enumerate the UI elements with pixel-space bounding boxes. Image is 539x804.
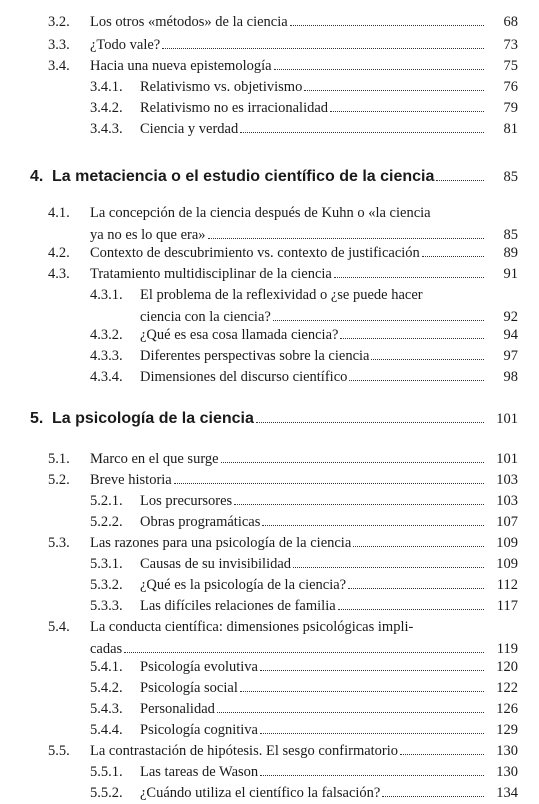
toc-entry [90,284,518,328]
dot-leader [304,90,484,91]
entry-title-continuation: ciencia con la ciencia? [140,309,271,325]
toc-entry [90,719,518,741]
dot-leader [260,670,484,671]
page-number: 109 [496,556,518,572]
toc-entry [90,76,518,98]
entry-number: 3.4.2. [90,100,123,116]
toc-entry [90,97,518,119]
entry-number: 3.2. [48,14,70,30]
page-number: 126 [496,701,518,717]
entry-number: 5.2. [48,472,70,488]
page-number: 85 [503,227,518,243]
page-number: 101 [496,451,518,467]
toc-entry [90,698,518,720]
chapter-entry [30,166,518,188]
dot-leader [382,796,484,797]
page-number: 97 [503,348,518,364]
entry-title: Relativismo no es irracionalidad [140,100,329,116]
toc-entry [48,616,518,660]
dot-leader [124,652,484,653]
entry-title: Las razones para una psicología de la ciencia [90,535,352,551]
toc-entry [90,118,518,140]
entry-title: Los otros «métodos» de la ciencia [90,14,288,30]
dot-leader [262,525,484,526]
entry-title: Personalidad [140,701,215,717]
entry-title-continuation: cadas [90,641,123,657]
page-number: 75 [503,58,518,74]
entry-title: ¿Cuándo utiliza el científico la falsación? [140,785,381,801]
dot-leader [436,180,484,181]
page-number: 101 [496,411,518,427]
entry-number: 3.4. [48,58,70,74]
toc-entry [90,677,518,699]
entry-number: 4.3.1. [90,287,123,303]
entry-number: 3.4.3. [90,121,123,137]
toc-entry [90,490,518,512]
entry-title-continuation: ya no es lo que era» [90,227,206,243]
entry-number: 5.4.2. [90,680,123,696]
page-number: 85 [503,169,518,185]
dot-leader [348,588,484,589]
entry-title: Tratamiento multidisciplinar de la ciencia [90,266,332,282]
entry-title: Psicología evolutiva [140,659,258,675]
dot-leader [162,48,484,49]
page-number: 119 [496,641,518,657]
toc-entry [90,553,518,575]
dot-leader [274,69,484,70]
toc-entry [90,511,518,533]
toc-entry [48,242,518,264]
toc-entry [48,202,518,246]
page-number: 130 [496,743,518,759]
entry-title: Breve historia [90,472,172,488]
page-number: 79 [503,100,518,116]
entry-title: La contrastación de hipótesis. El sesgo confirmatorio [90,743,399,759]
toc-entry [90,366,518,388]
toc-entry [90,574,518,596]
page-number: 76 [503,79,518,95]
entry-title: Dimensiones del discurso científico [140,369,348,385]
dot-leader [422,256,484,257]
entry-number: 5.1. [48,451,70,467]
entry-number: 3.3. [48,37,70,53]
dot-leader [273,320,484,321]
page-number: 73 [503,37,518,53]
entry-title: Obras programáticas [140,514,261,530]
page-number: 107 [496,514,518,530]
toc-entry [90,761,518,783]
page-number: 129 [496,722,518,738]
entry-title: La psicología de la ciencia [52,410,254,427]
page-number: 91 [503,266,518,282]
page-number: 109 [496,535,518,551]
entry-title: Causas de su invisibilidad [140,556,292,572]
dot-leader [330,111,484,112]
entry-title: ¿Qué es esa cosa llamada ciencia? [140,327,339,343]
page-number: 120 [496,659,518,675]
entry-number: 5.5.1. [90,764,123,780]
page-number: 94 [503,327,518,343]
entry-title: Los precursores [140,493,233,509]
dot-leader [260,775,484,776]
dot-leader [338,609,484,610]
dot-leader [260,733,484,734]
page-number: 112 [496,577,518,593]
entry-number: 3.4.1. [90,79,123,95]
entry-number: 5.4.1. [90,659,123,675]
entry-number: 5.3.3. [90,598,123,614]
dot-leader [349,380,484,381]
dot-leader [400,754,484,755]
entry-title: ¿Todo vale? [90,37,161,53]
entry-number: 4.3.4. [90,369,123,385]
page-number: 98 [503,369,518,385]
entry-title: El problema de la reflexividad o ¿se puede hacer [140,287,423,303]
entry-number: 4.1. [48,205,70,221]
entry-title: Relativismo vs. objetivismo [140,79,303,95]
dot-leader [340,338,484,339]
entry-title: Hacia una nueva epistemología [90,58,272,74]
entry-number: 5.3.1. [90,556,123,572]
toc-entry [48,448,518,470]
dot-leader [371,359,484,360]
page-number: 103 [496,493,518,509]
entry-number: 5.2.2. [90,514,123,530]
entry-number: 5.4.3. [90,701,123,717]
toc-entry [90,324,518,346]
entry-number: 5.3. [48,535,70,551]
entry-title: Las difíciles relaciones de familia [140,598,336,614]
entry-title: Marco en el que surge [90,451,219,467]
entry-number: 5. [30,410,44,427]
toc-entry [48,263,518,285]
dot-leader [353,546,484,547]
entry-number: 5.2.1. [90,493,123,509]
dot-leader [256,422,484,423]
dot-leader [240,691,484,692]
entry-title: Psicología social [140,680,238,696]
entry-title: La metaciencia o el estudio científico de la ciencia [52,168,435,185]
entry-title: Las tareas de Wason [140,764,259,780]
entry-number: 4.3.3. [90,348,123,364]
dot-leader [290,25,484,26]
toc-entry [90,782,518,804]
dot-leader [221,462,484,463]
page-number: 117 [496,598,518,614]
dot-leader [334,277,484,278]
entry-number: 5.4.4. [90,722,123,738]
entry-number: 5.3.2. [90,577,123,593]
page-number: 130 [496,764,518,780]
chapter-entry [30,408,518,430]
entry-number: 5.5. [48,743,70,759]
entry-number: 5.4. [48,619,70,635]
entry-number: 5.5.2. [90,785,123,801]
dot-leader [234,504,484,505]
toc-entry [48,740,518,762]
entry-number: 4.3.2. [90,327,123,343]
toc-entry [48,34,518,56]
toc-entry [48,469,518,491]
dot-leader [174,483,484,484]
entry-title: La concepción de la ciencia después de Kuhn o «la ciencia [90,205,431,221]
page-number: 89 [503,245,518,261]
toc-entry [90,656,518,678]
page-number: 122 [496,680,518,696]
entry-title: Diferentes perspectivas sobre la ciencia [140,348,370,364]
entry-number: 4. [30,168,44,185]
toc-entry [48,532,518,554]
entry-title: La conducta científica: dimensiones psicológicas impli- [90,619,414,635]
page-number: 103 [496,472,518,488]
page-number: 68 [503,14,518,30]
toc-entry [90,595,518,617]
toc-entry [48,55,518,77]
dot-leader [293,567,484,568]
dot-leader [240,132,484,133]
entry-title: Psicología cognitiva [140,722,258,738]
entry-title: Contexto de descubrimiento vs. contexto de justificación [90,245,420,261]
page-number: 92 [503,309,518,325]
toc-entry [48,11,518,33]
dot-leader [217,712,484,713]
page-number: 81 [503,121,518,137]
entry-title: Ciencia y verdad [140,121,239,137]
entry-title: ¿Qué es la psicología de la ciencia? [140,577,347,593]
entry-number: 4.2. [48,245,70,261]
toc-entry [90,345,518,367]
page-number: 134 [496,785,518,801]
dot-leader [208,238,484,239]
entry-number: 4.3. [48,266,70,282]
